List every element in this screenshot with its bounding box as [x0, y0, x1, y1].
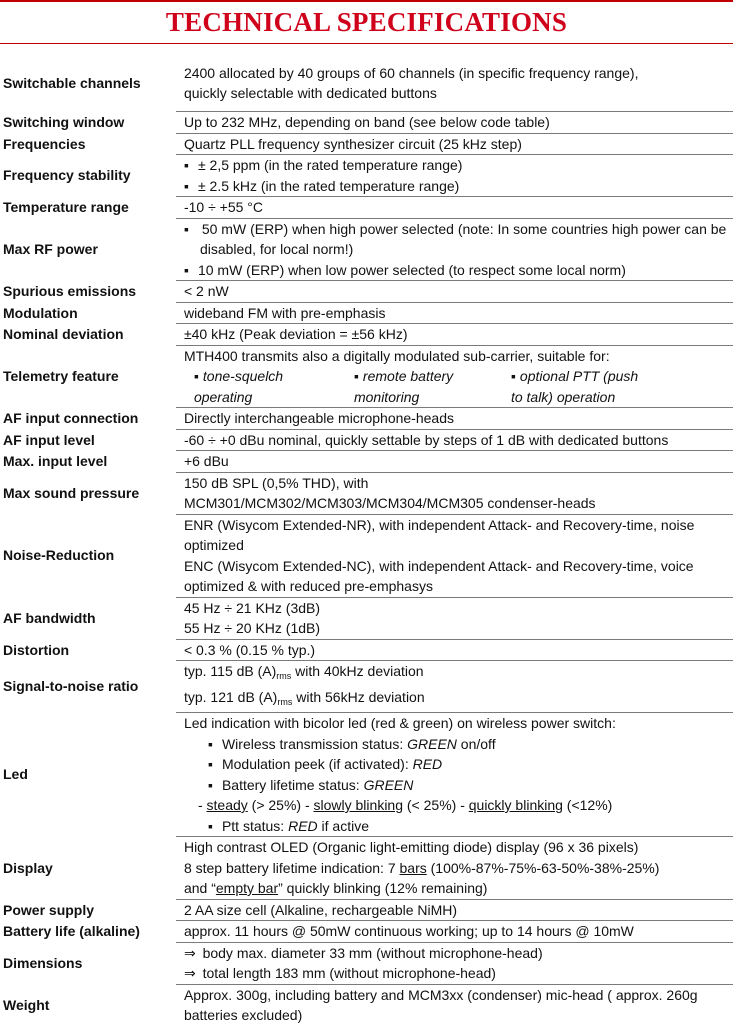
- spec-label: Temperature range: [3, 199, 129, 215]
- spec-value: -10 ÷ +55 °C: [176, 197, 733, 219]
- led-battery-states: [184, 795, 733, 816]
- led-item-text: if active: [317, 817, 370, 834]
- spec-row-nominal-deviation: [0, 324, 733, 346]
- spec-row-spurious-emissions: [0, 281, 733, 303]
- spec-row-af-bandwidth: [0, 597, 733, 639]
- spec-row-display: [0, 837, 733, 900]
- spec-value-line: 150 dB SPL (0,5% THD), with: [183, 474, 369, 491]
- spec-row-af-input-connection: [0, 408, 733, 430]
- spec-value-line: 2400 allocated by 40 groups of 60 channels (in specific frequency range),: [183, 64, 639, 81]
- snr-value: typ. 121 dB (A): [183, 688, 278, 705]
- spec-value: +6 dBu: [176, 451, 733, 473]
- spec-row-weight: [0, 984, 733, 1026]
- spec-label: Switchable channels: [3, 75, 141, 91]
- spec-row-led: [0, 713, 733, 837]
- spec-value-line: 45 Hz ÷ 21 KHz (3dB): [183, 599, 321, 616]
- spec-label: Max RF power: [3, 241, 98, 257]
- telemetry-col: [354, 366, 511, 407]
- spec-row-af-input-level: [0, 429, 733, 451]
- spec-value-line: [184, 963, 733, 984]
- led-state-quick: quickly blinking: [468, 797, 563, 813]
- spec-label: Led: [3, 766, 28, 783]
- spec-value: ±40 kHz (Peak deviation = ±56 kHz): [176, 324, 733, 346]
- spec-value: [176, 597, 733, 639]
- spec-value-line: ENR (Wisycom Extended-NR), with independent Attack- and Recovery-time, noise optimized: [183, 516, 695, 553]
- telemetry-columns: [184, 366, 733, 407]
- spec-value-line: MCM301/MCM302/MCM303/MCM304/MCM305 condenser-heads: [183, 495, 596, 511]
- spec-value: [176, 837, 733, 900]
- spec-value: [176, 713, 733, 837]
- spec-label: Weight: [3, 996, 50, 1013]
- spec-value: [176, 345, 733, 408]
- spec-value: Quartz PLL frequency synthesizer circuit (25 kHz step): [176, 133, 733, 155]
- rms-subscript: rms: [277, 696, 293, 707]
- bullet-item: ▪ 10 mW (ERP) when low power selected (to respect some local norm): [184, 260, 733, 281]
- spec-row-telemetry-feature: [0, 345, 733, 408]
- snr-condition: with 40kHz deviation: [291, 663, 424, 679]
- bullet-item: ▪ ± 2.5 kHz (in the rated temperature range): [184, 176, 733, 197]
- spec-label: Switching window: [3, 114, 125, 130]
- spec-value: [176, 942, 733, 984]
- spec-label: Max sound pressure: [3, 484, 140, 501]
- telemetry-item: ▪ remote battery: [354, 368, 453, 384]
- led-bullet-modulation: [184, 754, 733, 775]
- spec-label: Max. input level: [3, 453, 108, 469]
- spec-value-line: [184, 943, 733, 964]
- underlined-term: bars: [399, 859, 427, 876]
- spec-value-line: MTH400 transmits also a digitally modulated sub-carrier, suitable for:: [183, 347, 610, 364]
- top-red-rule: [0, 0, 733, 2]
- text-run: ” quickly blinking (12% remaining): [278, 880, 488, 896]
- telemetry-col: [184, 366, 354, 407]
- telemetry-item: ▪ tone-squelch: [194, 368, 283, 384]
- led-color: GREEN: [407, 735, 457, 752]
- spec-label: Telemetry feature: [3, 368, 119, 384]
- spec-row-max-rf-power: [0, 218, 733, 281]
- spec-value-line: High contrast OLED (Organic light-emitting diode) display (96 x 36 pixels): [183, 839, 639, 855]
- led-item-text: Modulation peek (if activated):: [221, 756, 413, 772]
- led-state-text: (> 25%) -: [247, 797, 314, 813]
- led-bullet-wireless: [184, 734, 733, 755]
- spec-value-line: Led indication with bicolor led (red & green) on wireless power switch:: [183, 715, 616, 731]
- spec-table: [0, 55, 733, 1026]
- spec-row-battery-life: [0, 921, 733, 943]
- spec-value-line: 55 Hz ÷ 20 KHz (1dB): [183, 620, 321, 636]
- led-color: RED: [412, 756, 443, 772]
- snr-condition: with 56kHz deviation: [292, 688, 425, 705]
- led-state-steady: steady: [206, 797, 248, 813]
- spec-row-power-supply: [0, 899, 733, 921]
- spec-value: wideband FM with pre-emphasis: [176, 302, 733, 324]
- spec-label: Noise-Reduction: [3, 547, 115, 564]
- implies-arrow-icon: ⇒: [183, 965, 196, 981]
- spec-label: Frequencies: [3, 135, 86, 152]
- spec-value-line: [184, 661, 733, 687]
- telemetry-item: ▪ optional PTT (push: [511, 368, 638, 384]
- spec-label: AF bandwidth: [3, 609, 96, 626]
- spec-label: Dimensions: [3, 954, 83, 971]
- spec-row-max-sound-pressure: [0, 472, 733, 514]
- bullet-item: ▪ 50 mW (ERP) when high power selected (note: In some countries high power can be disabled, for local norm!): [184, 219, 733, 260]
- spec-value: [176, 661, 733, 713]
- text-run: body max. diameter 33 mm (without microphone-head): [198, 944, 543, 961]
- spec-value: [176, 218, 733, 281]
- underlined-term: empty bar: [215, 880, 279, 896]
- spec-row-dimensions: [0, 942, 733, 984]
- spec-row-frequency-stability: [0, 155, 733, 197]
- led-item-text: Ptt status:: [221, 817, 289, 834]
- spec-row-noise-reduction: [0, 514, 733, 597]
- spec-row-max-input-level: [0, 451, 733, 473]
- spec-row-switchable-channels: [0, 55, 733, 112]
- led-bullet-battery: [184, 775, 733, 796]
- spec-row-temperature-range: [0, 197, 733, 219]
- spec-label: Spurious emissions: [3, 283, 137, 299]
- spec-label: Display: [3, 859, 53, 876]
- spec-value: [176, 155, 733, 197]
- telemetry-item-cont: to talk) operation: [510, 388, 616, 405]
- spec-value-line: [184, 878, 733, 899]
- spec-value-line: [184, 687, 733, 713]
- spec-label: AF input level: [3, 431, 95, 448]
- spec-label: Power supply: [3, 901, 95, 918]
- spec-value: Up to 232 MHz, depending on band (see below code table): [176, 112, 733, 134]
- telemetry-item-cont: monitoring: [353, 388, 420, 405]
- spec-row-signal-to-noise: [0, 661, 733, 713]
- text-run: total length 183 mm (without microphone-head): [198, 965, 496, 981]
- text-run: and “: [183, 880, 216, 896]
- title-divider: [0, 43, 733, 44]
- spec-label: Battery life (alkaline): [3, 923, 140, 939]
- spec-value: 2 AA size cell (Alkaline, rechargeable NiMH): [176, 899, 733, 921]
- rms-subscript: rms: [276, 671, 292, 681]
- led-item-text: Battery lifetime status:: [221, 776, 364, 793]
- telemetry-item-cont: operating: [193, 388, 253, 405]
- implies-arrow-icon: ⇒: [183, 944, 196, 961]
- spec-row-switching-window: [0, 112, 733, 134]
- spec-value-line: [184, 858, 733, 879]
- led-state-text: -: [197, 797, 207, 813]
- spec-value: [176, 472, 733, 514]
- led-item-text: on/off: [456, 735, 496, 752]
- text-run: 8 step battery lifetime indication: 7: [183, 859, 400, 876]
- spec-value-line: ENC (Wisycom Extended-NC), with independent Attack- and Recovery-time, voice optimized & with reduced pre-emphasys: [183, 557, 694, 594]
- led-color: RED: [288, 817, 318, 834]
- snr-value: typ. 115 dB (A): [183, 663, 277, 679]
- spec-label: Nominal deviation: [3, 326, 124, 342]
- led-color: GREEN: [363, 776, 414, 793]
- spec-value: approx. 11 hours @ 50mW continuous working; up to 14 hours @ 10mW: [176, 921, 733, 943]
- spec-label: AF input connection: [3, 410, 139, 426]
- spec-row-distortion: [0, 639, 733, 661]
- spec-value: -60 ÷ +0 dBu nominal, quickly settable by steps of 1 dB with dedicated buttons: [176, 429, 733, 451]
- spec-label: Frequency stability: [3, 167, 131, 184]
- spec-value: < 2 nW: [176, 281, 733, 303]
- led-item-text: Wireless transmission status:: [221, 735, 408, 752]
- led-bullet-ptt: [184, 816, 733, 837]
- page-title: TECHNICAL SPECIFICATIONS: [165, 7, 568, 37]
- spec-value: [176, 514, 733, 597]
- spec-value-line: quickly selectable with dedicated buttons: [183, 85, 437, 101]
- spec-label: Signal-to-noise ratio: [3, 678, 139, 695]
- text-run: (100%-87%-75%-63-50%-38%-25%): [426, 859, 660, 876]
- led-state-slow: slowly blinking: [313, 797, 403, 813]
- spec-value: Directly interchangeable microphone-heads: [176, 408, 733, 430]
- spec-value: Approx. 300g, including battery and MCM3xx (condenser) mic-head ( approx. 260g batteries excluded): [183, 986, 698, 1023]
- spec-row-modulation: [0, 302, 733, 324]
- spec-value: < 0.3 % (0.15 % typ.): [176, 639, 733, 661]
- telemetry-col: [511, 366, 661, 407]
- spec-row-frequencies: [0, 133, 733, 155]
- led-state-text: (< 25%) -: [403, 797, 469, 813]
- bullet-item: ▪ ± 2,5 ppm (in the rated temperature range): [184, 155, 733, 176]
- spec-label: Modulation: [3, 304, 78, 321]
- led-state-text: (<12%): [562, 797, 613, 813]
- spec-label: Distortion: [3, 641, 70, 658]
- spec-value: [176, 55, 733, 112]
